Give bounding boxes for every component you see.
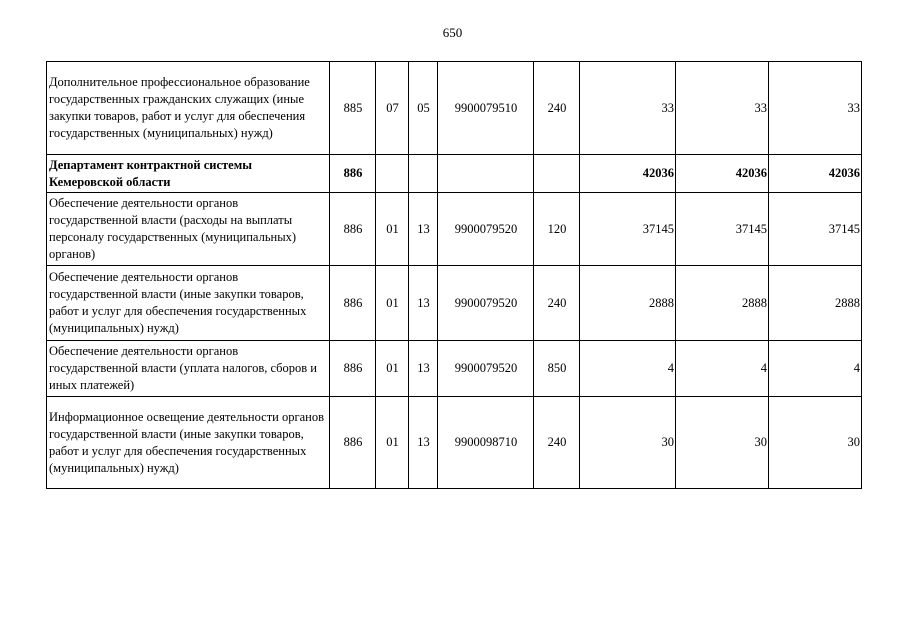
amount-year-2: 37145 bbox=[676, 193, 769, 266]
expense-name: Обеспечение деятельности органов государственной власти (иные закупки товаров, работ и услуг для обеспечения государственных (муниципальных) нужд) bbox=[47, 266, 330, 341]
table-row bbox=[47, 397, 862, 489]
section-code: 01 bbox=[376, 266, 409, 341]
section-code bbox=[376, 155, 409, 193]
amount-year-1: 4 bbox=[580, 341, 676, 397]
table-row-department bbox=[47, 155, 862, 193]
amount-year-1: 33 bbox=[580, 62, 676, 155]
amount-year-3: 4 bbox=[769, 341, 862, 397]
subsection-code: 13 bbox=[409, 397, 438, 489]
ministry-code: 886 bbox=[330, 341, 376, 397]
expense-type-code: 120 bbox=[534, 193, 580, 266]
ministry-code: 886 bbox=[330, 155, 376, 193]
subsection-code: 13 bbox=[409, 193, 438, 266]
department-name: Департамент контрактной системы Кемеровской области bbox=[47, 155, 330, 193]
target-code: 9900098710 bbox=[438, 397, 534, 489]
expense-name: Обеспечение деятельности органов государственной власти (уплата налогов, сборов и иных платежей) bbox=[47, 341, 330, 397]
target-code: 9900079520 bbox=[438, 193, 534, 266]
subsection-code bbox=[409, 155, 438, 193]
table-row bbox=[47, 193, 862, 266]
amount-year-1: 2888 bbox=[580, 266, 676, 341]
subsection-code: 05 bbox=[409, 62, 438, 155]
amount-year-3: 30 bbox=[769, 397, 862, 489]
subsection-code: 13 bbox=[409, 341, 438, 397]
amount-year-2: 30 bbox=[676, 397, 769, 489]
target-code: 9900079520 bbox=[438, 341, 534, 397]
amount-year-1: 42036 bbox=[580, 155, 676, 193]
ministry-code: 885 bbox=[330, 62, 376, 155]
budget-table bbox=[46, 61, 862, 489]
amount-year-1: 30 bbox=[580, 397, 676, 489]
section-code: 01 bbox=[376, 341, 409, 397]
amount-year-3: 42036 bbox=[769, 155, 862, 193]
subsection-code: 13 bbox=[409, 266, 438, 341]
amount-year-3: 2888 bbox=[769, 266, 862, 341]
expense-name: Информационное освещение деятельности органов государственной власти (иные закупки товаров, работ и услуг для обеспечения государственных (муниципальных) нужд) bbox=[47, 397, 330, 489]
amount-year-1: 37145 bbox=[580, 193, 676, 266]
ministry-code: 886 bbox=[330, 193, 376, 266]
ministry-code: 886 bbox=[330, 397, 376, 489]
expense-type-code: 240 bbox=[534, 266, 580, 341]
section-code: 01 bbox=[376, 397, 409, 489]
amount-year-2: 2888 bbox=[676, 266, 769, 341]
target-code: 9900079510 bbox=[438, 62, 534, 155]
expense-name: Дополнительное профессиональное образование государственных гражданских служащих (иные закупки товаров, работ и услуг для обеспечения государственных (муниципальных) нужд) bbox=[47, 62, 330, 155]
amount-year-2: 33 bbox=[676, 62, 769, 155]
target-code: 9900079520 bbox=[438, 266, 534, 341]
amount-year-3: 33 bbox=[769, 62, 862, 155]
target-code bbox=[438, 155, 534, 193]
table-row bbox=[47, 341, 862, 397]
ministry-code: 886 bbox=[330, 266, 376, 341]
expense-type-code bbox=[534, 155, 580, 193]
expense-type-code: 240 bbox=[534, 62, 580, 155]
amount-year-3: 37145 bbox=[769, 193, 862, 266]
amount-year-2: 42036 bbox=[676, 155, 769, 193]
expense-name: Обеспечение деятельности органов государственной власти (расходы на выплаты персоналу государственных (муниципальных) органов) bbox=[47, 193, 330, 266]
page-number: 650 bbox=[442, 25, 463, 40]
amount-year-2: 4 bbox=[676, 341, 769, 397]
expense-type-code: 240 bbox=[534, 397, 580, 489]
section-code: 07 bbox=[376, 62, 409, 155]
section-code: 01 bbox=[376, 193, 409, 266]
table-row bbox=[47, 266, 862, 341]
expense-type-code: 850 bbox=[534, 341, 580, 397]
table-row bbox=[47, 62, 862, 155]
